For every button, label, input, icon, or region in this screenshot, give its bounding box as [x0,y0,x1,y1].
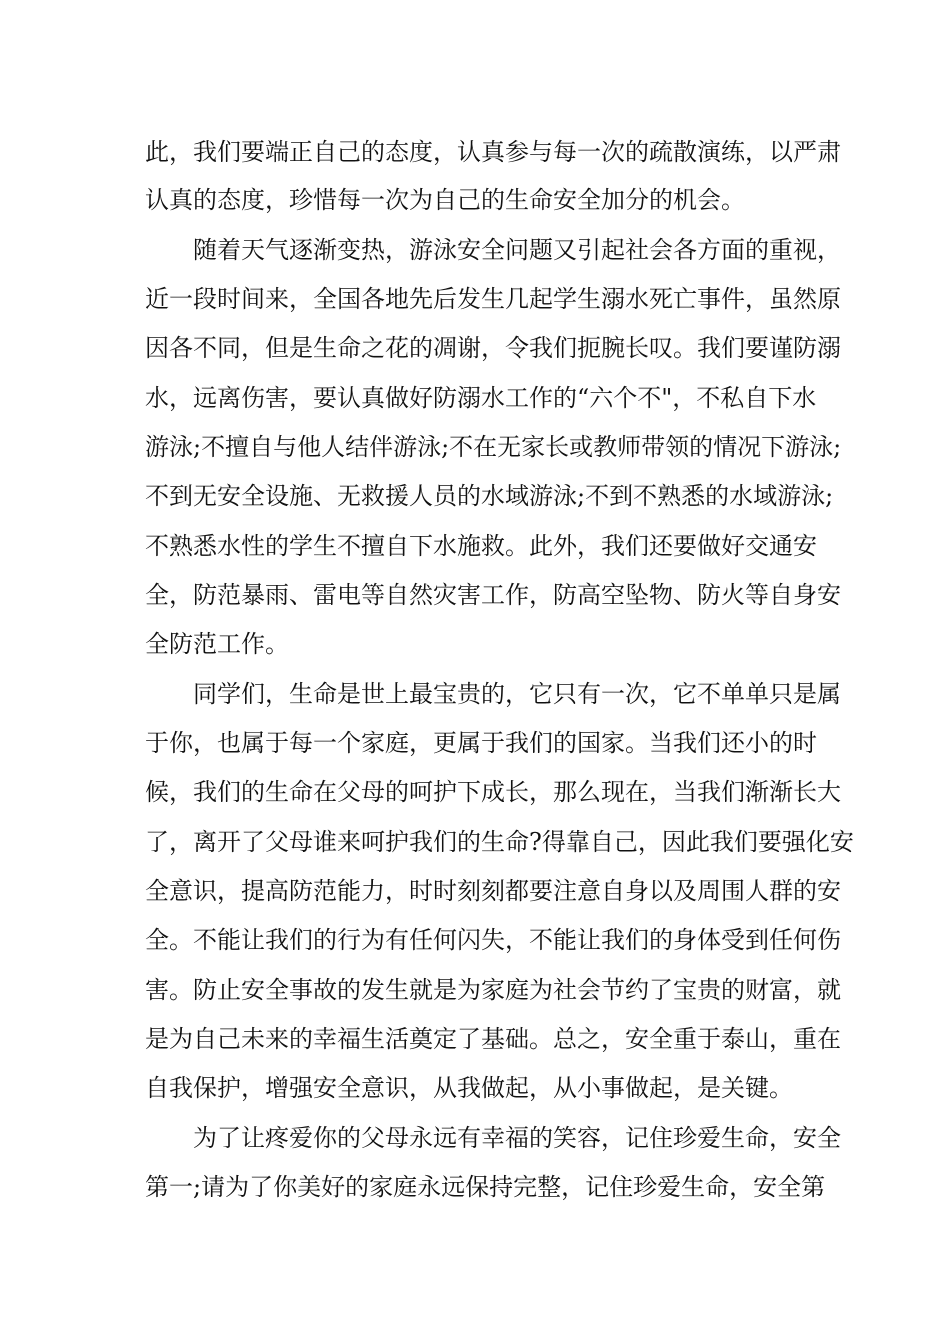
paragraph-line: 认真的态度，珍惜每一次为自己的生命安全加分的机会。 [145,186,745,214]
paragraph-line: 是为自己未来的幸福生活奠定了基础。总之，安全重于泰山，重在 [145,1025,841,1053]
paragraph-line: 全，防范暴雨、雷电等自然灾害工作，防高空坠物、防火等自身安 [145,581,841,609]
paragraph-line: 第一;请为了你美好的家庭永远保持完整，记住珍爱生命，安全第 [145,1173,826,1201]
paragraph-line: 害。防止安全事故的发生就是为家庭为社会节约了宝贵的财富，就 [145,976,841,1004]
paragraph-line: 水，远离伤害，要认真做好防溺水工作的“六个不"，不私自下水 [145,384,817,412]
paragraph-line: 同学们，生命是世上最宝贵的，它只有一次，它不单单只是属 [193,680,841,708]
paragraph-line: 不熟悉水性的学生不擅自下水施救。此外，我们还要做好交通安 [145,532,817,560]
paragraph-line: 不到无安全设施、无救援人员的水域游泳;不到不熟悉的水域游泳; [145,482,834,510]
paragraph-line: 了，离开了父母谁来呵护我们的生命?得靠自己，因此我们要强化安 [145,828,854,856]
paragraph-line: 近一段时间来，全国各地先后发生几起学生溺水死亡事件，虽然原 [145,285,841,313]
paragraph-line: 游泳;不擅自与他人结伴游泳;不在无家长或教师带领的情况下游泳; [145,433,842,461]
paragraph-line: 全防范工作。 [145,630,289,658]
paragraph-line: 于你，也属于每一个家庭，更属于我们的国家。当我们还小的时 [145,729,817,757]
paragraph-line: 全。不能让我们的行为有任何闪失，不能让我们的身体受到任何伤 [145,926,841,954]
paragraph-line: 因各不同，但是生命之花的凋谢，令我们扼腕长叹。我们要谨防溺 [145,334,841,362]
paragraph-line: 候，我们的生命在父母的呵护下成长，那么现在，当我们渐渐长大 [145,778,841,806]
paragraph-line: 随着天气逐渐变热，游泳安全问题又引起社会各方面的重视， [193,236,841,264]
paragraph-line: 此，我们要端正自己的态度，认真参与每一次的疏散演练，以严肃 [145,138,841,166]
paragraph-line: 自我保护，增强安全意识，从我做起，从小事做起，是关键。 [145,1074,793,1102]
paragraph-line: 全意识，提高防范能力，时时刻刻都要注意自身以及周围人群的安 [145,877,841,905]
paragraph-line: 为了让疼爱你的父母永远有幸福的笑容，记住珍爱生命，安全 [193,1124,841,1152]
